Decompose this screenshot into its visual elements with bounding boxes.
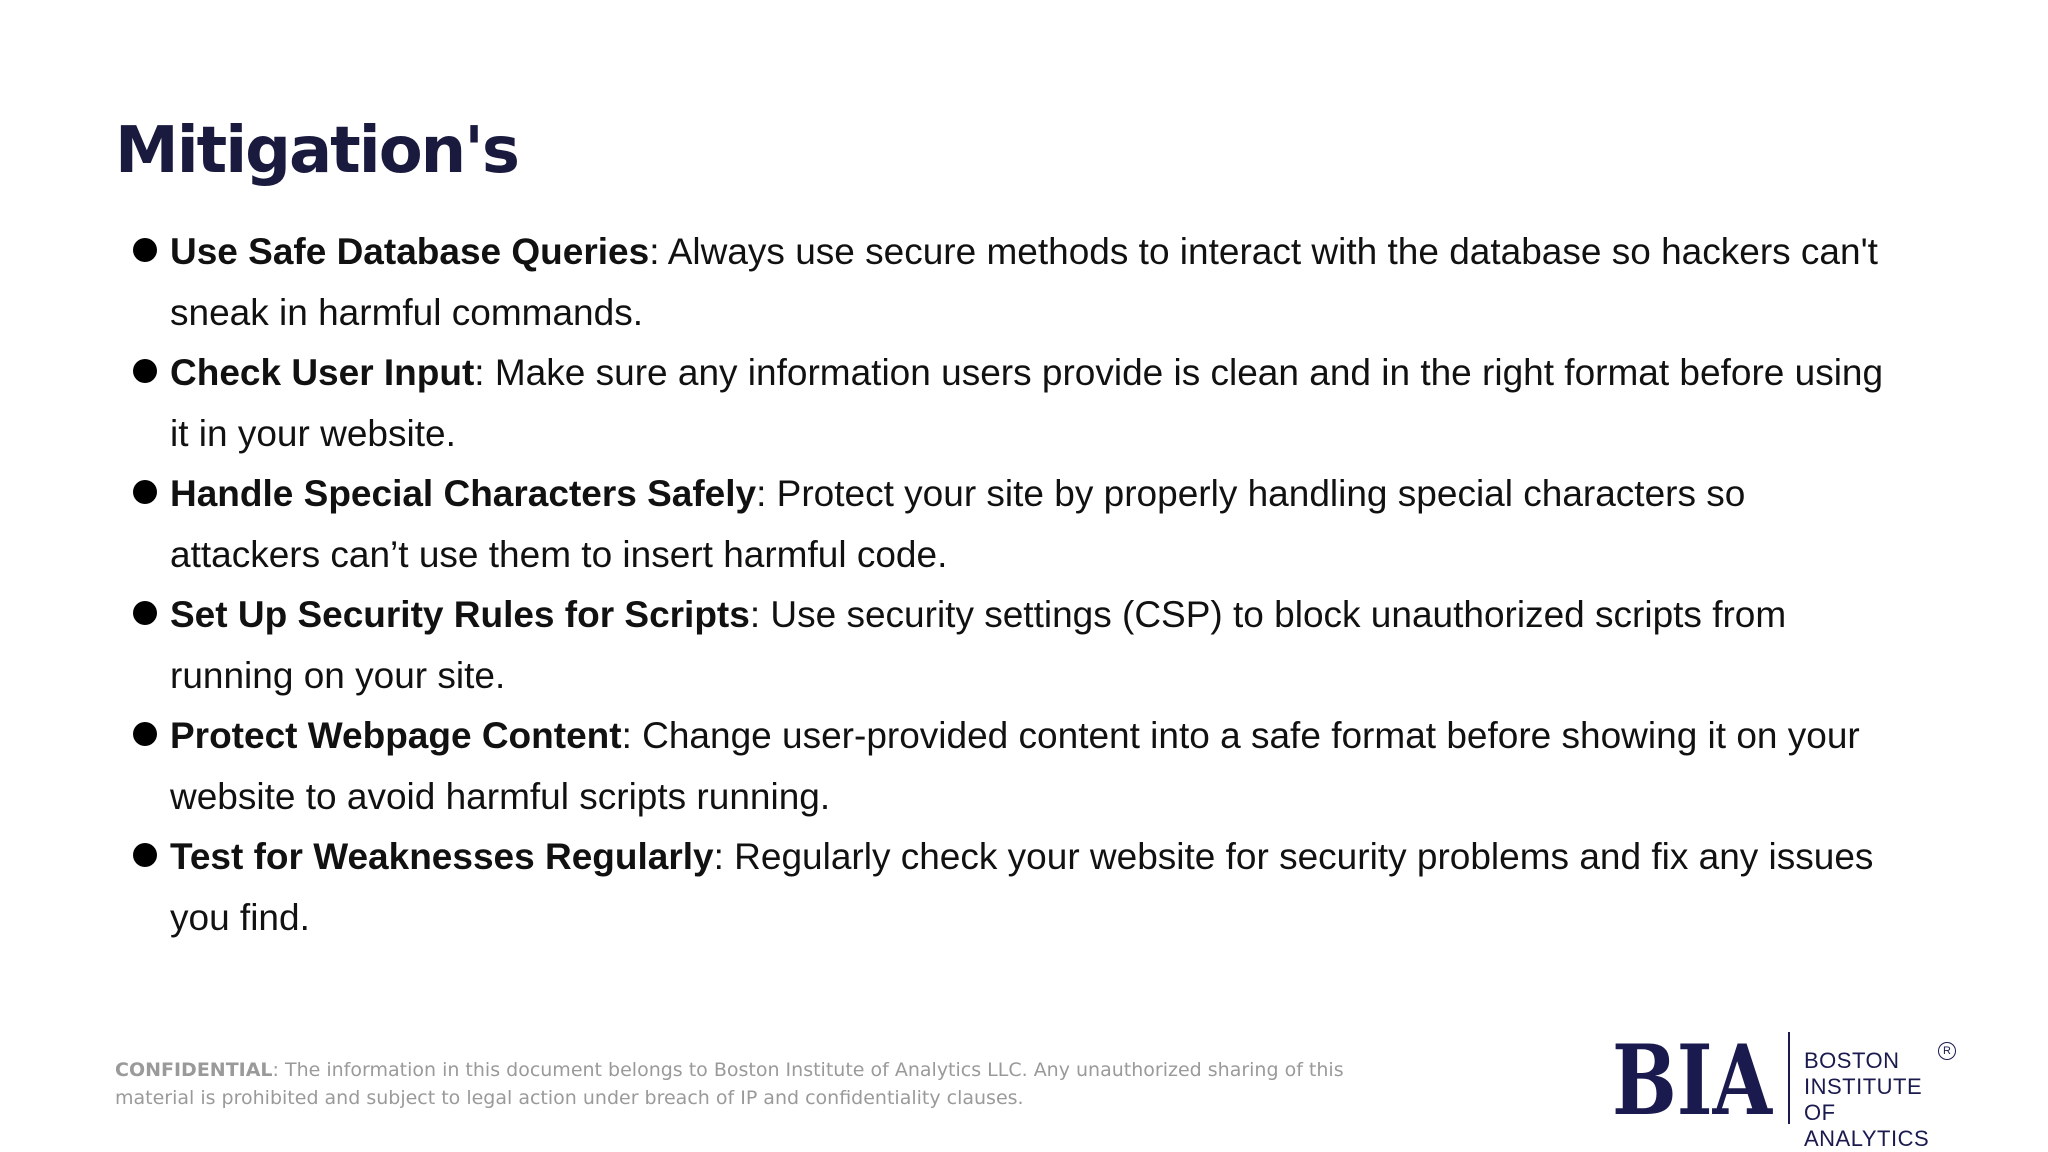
list-item bbox=[130, 222, 1890, 343]
logo-line-2: INSTITUTE OF bbox=[1804, 1074, 1923, 1125]
bullet-icon bbox=[133, 601, 157, 625]
registered-icon: R bbox=[1938, 1042, 1956, 1060]
bullet-term: Set Up Security Rules for Scripts bbox=[170, 594, 750, 635]
bullet-icon bbox=[133, 843, 157, 867]
slide-title: Mitigation's bbox=[115, 114, 518, 188]
confidentiality-notice bbox=[115, 1056, 1375, 1112]
bullet-term: Check User Input bbox=[170, 352, 475, 393]
logo-line-3: ANALYTICS bbox=[1804, 1126, 1930, 1151]
bullet-term: Use Safe Database Queries bbox=[170, 231, 650, 272]
bullet-icon bbox=[133, 238, 157, 262]
list-item bbox=[130, 343, 1890, 464]
bullet-icon bbox=[133, 359, 157, 383]
confidential-label: CONFIDENTIAL bbox=[115, 1059, 273, 1081]
bullet-text: : Use security settings (CSP) to block unauthorized scripts from running on your site. bbox=[170, 594, 1787, 696]
bullet-icon bbox=[133, 722, 157, 746]
logo-line-1: BOSTON bbox=[1804, 1048, 1900, 1073]
bullet-text: : Regularly check your website for security problems and fix any issues you find. bbox=[170, 836, 1874, 938]
list-item bbox=[130, 585, 1890, 706]
bullet-text: : Always use secure methods to interact with the database so hackers can't sneak in harmful commands. bbox=[170, 231, 1878, 333]
list-item bbox=[130, 706, 1890, 827]
bullet-term: Protect Webpage Content bbox=[170, 715, 622, 756]
bullet-text: : Change user-provided content into a safe format before showing it on your website to avoid harmful scripts running. bbox=[170, 715, 1860, 817]
list-item bbox=[130, 464, 1890, 585]
bullet-term: Handle Special Characters Safely bbox=[170, 473, 757, 514]
list-item bbox=[130, 827, 1890, 948]
bullet-term: Test for Weaknesses Regularly bbox=[170, 836, 714, 877]
logo-divider bbox=[1788, 1032, 1790, 1124]
bullet-text: : Make sure any information users provide is clean and in the right format before using it in your website. bbox=[170, 352, 1884, 454]
bia-logo bbox=[1612, 1024, 1952, 1151]
bullet-icon bbox=[133, 480, 157, 504]
confidential-text: : The information in this document belongs to Boston Institute of Analytics LLC. Any unauthorized sharing of this material is prohibited and subject to legal action under breach of IP and confidentiality clauses. bbox=[115, 1059, 1344, 1109]
bullet-text: : Protect your site by properly handling special characters so attackers can’t use them to insert harmful code. bbox=[170, 473, 1746, 575]
logo-mark-text: BIA bbox=[1612, 1024, 1774, 1137]
mitigation-list bbox=[130, 222, 1890, 948]
logo-wordmark bbox=[1804, 1048, 1952, 1152]
bia-logo-mark bbox=[1612, 1024, 1774, 1137]
